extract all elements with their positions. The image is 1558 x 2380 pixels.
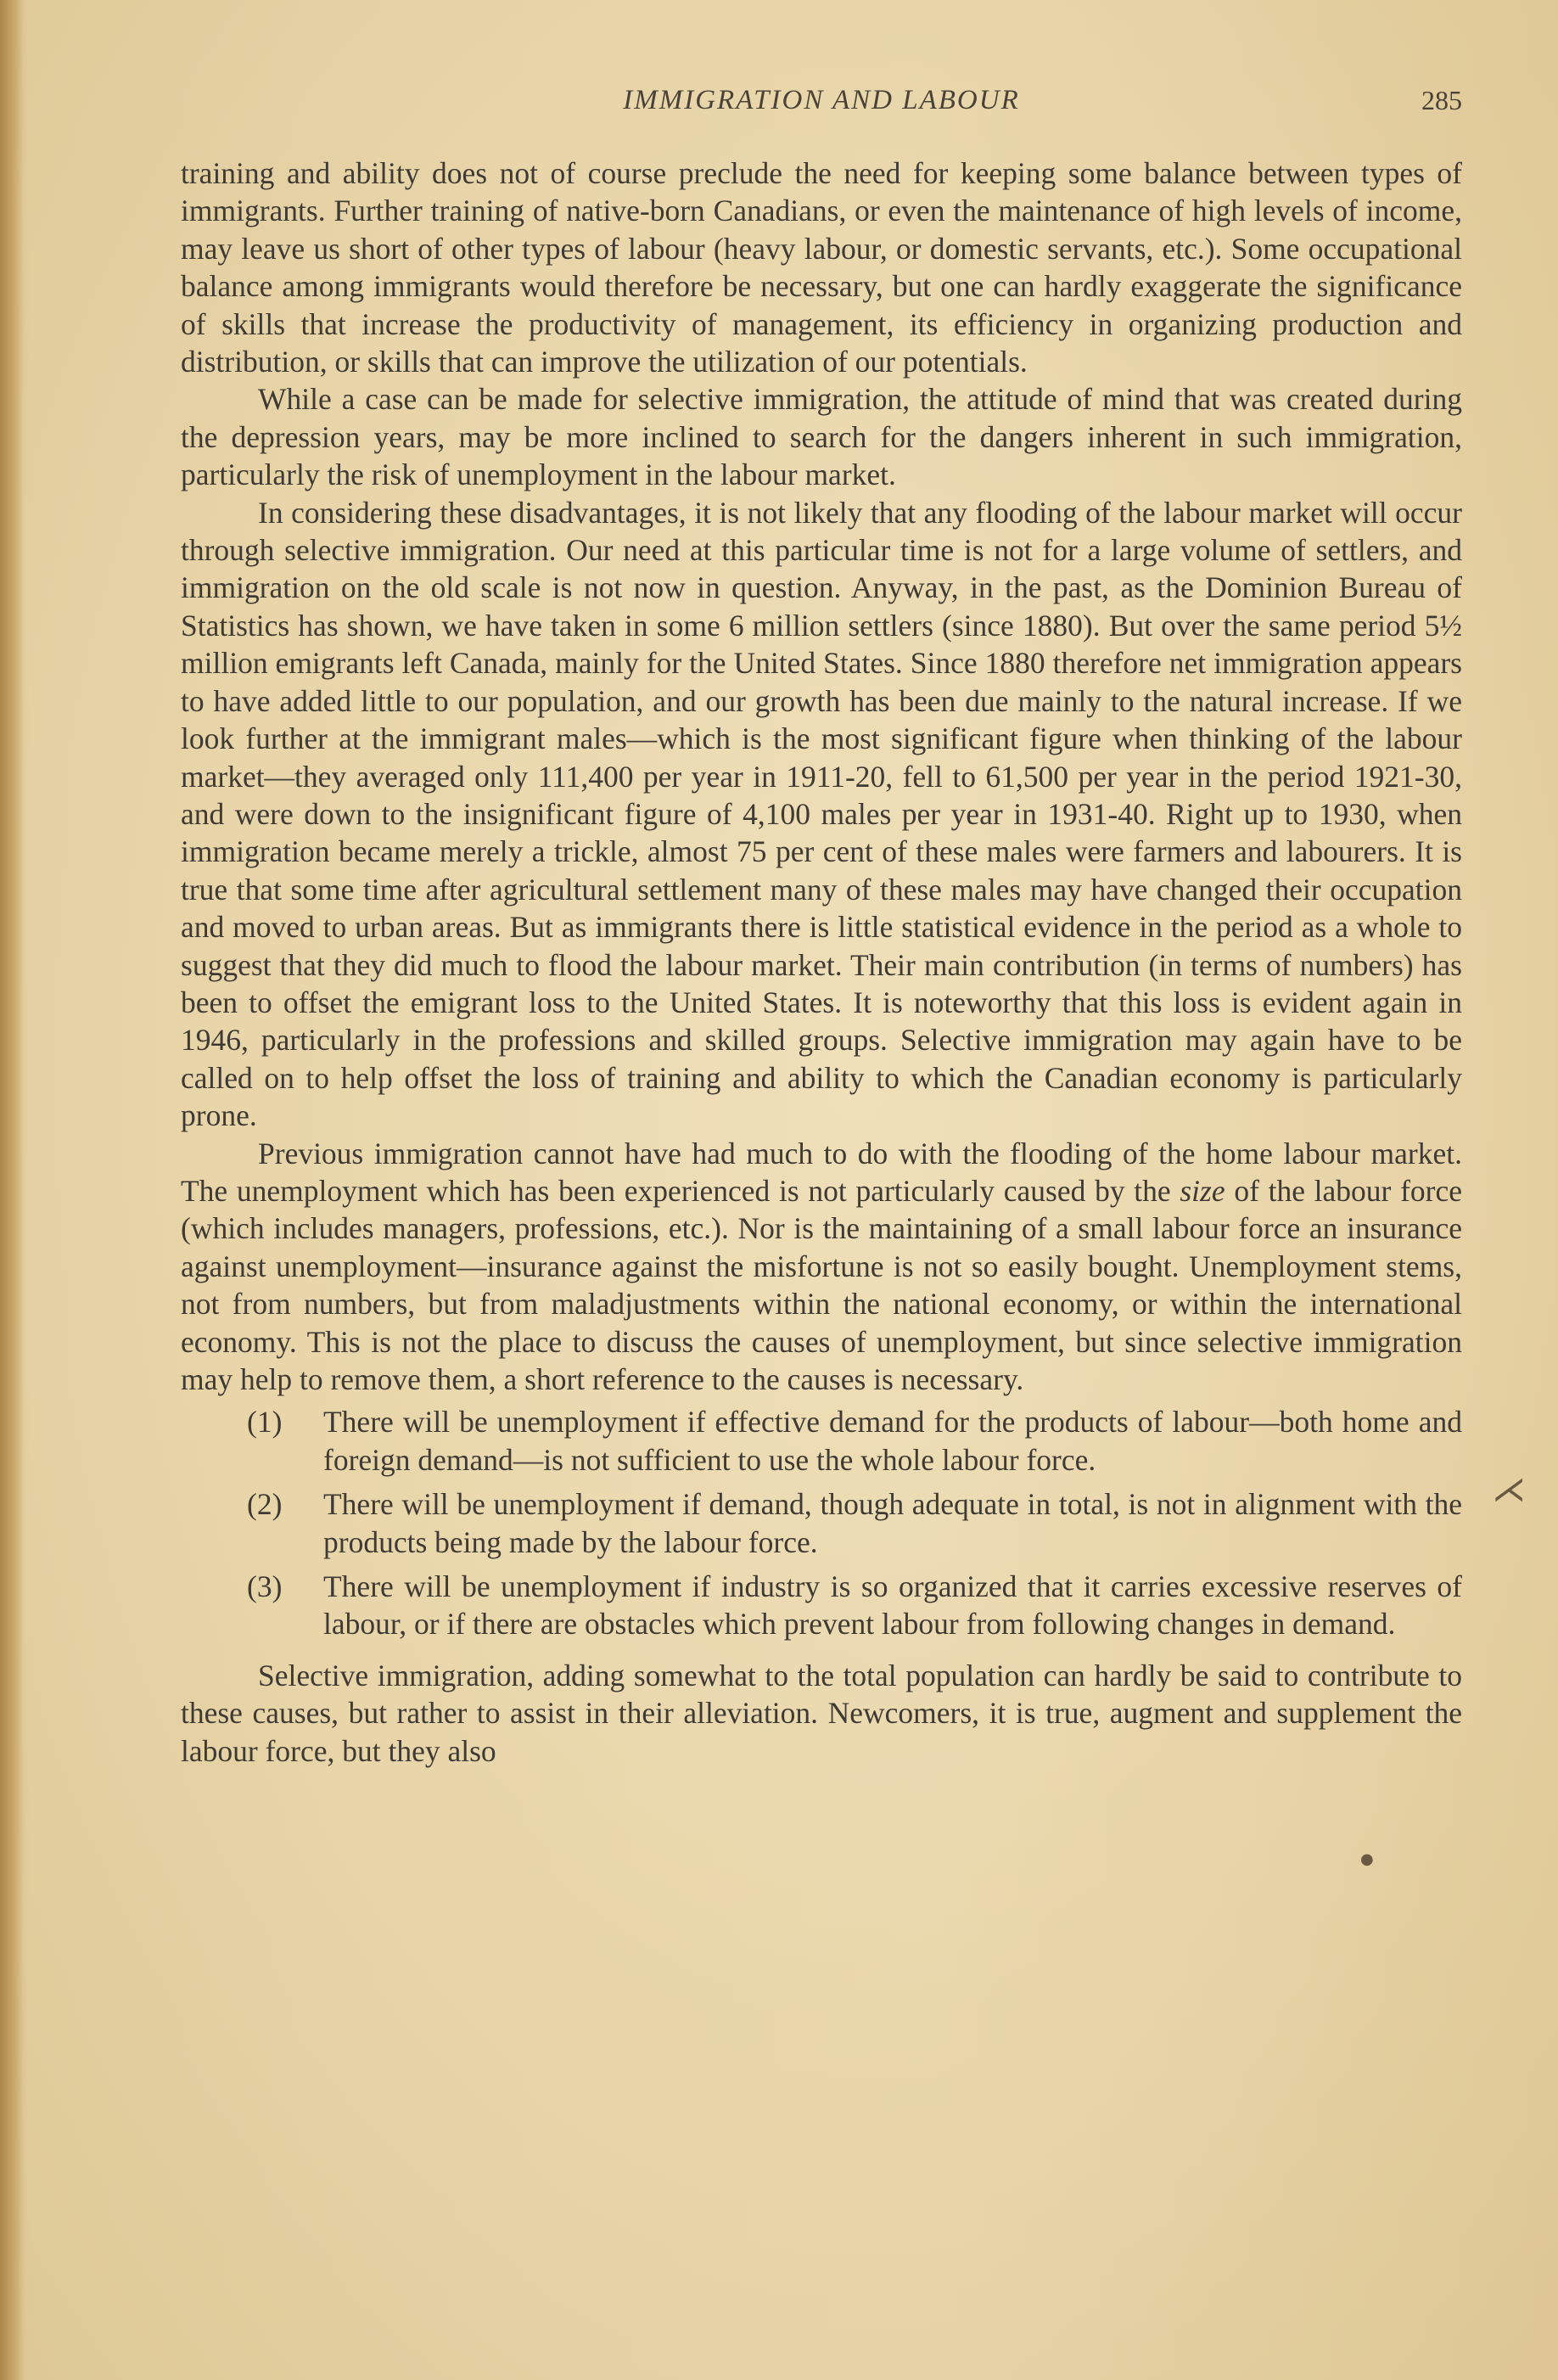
list-item-text: There will be unemployment if industry is so organized that it carries excessive reserves of labour, or if there are obstacles which prevent labour from following changes in demand. — [323, 1569, 1462, 1642]
page-number: 285 — [1421, 85, 1462, 115]
paragraph-3: In considering these disadvantages, it is not likely that any flooding of the labour market will occur through selective immigration. Our need at this particular time is not for a large volume of settlers, and immigration on the old scale is not now in question. Anyway, in the past, as the Dominion Bureau of Statistics has shown, we have taken in some 6 million settlers (since 1880). But over the same period 5½ million emigrants left Canada, mainly for the United States. Since 1880 therefore net immigration appears to have added little to our population, and our growth has been due mainly to the natural increase. If we look further at the immigrant males—which is the most significant figure when thinking of the labour market—they averaged only 111,400 per year in 1911-20, fell to 61,500 per year in the period 1921-30, and were down to the insignificant figure of 4,100 males per year in 1931-40. Right up to 1930, when immigration became merely a trickle, almost 75 per cent of these males were farmers and labourers. It is true that some time after agricultural settlement many of these males may have changed their occupation and moved to urban areas. But as immigrants there is little statistical evidence in the period as a whole to suggest that they did much to flood the labour market. Their main contribution (in terms of numbers) has been to offset the emigrant loss to the United States. It is noteworthy that this loss is evident again in 1946, particularly in the professions and skilled groups. Selective immigration may again have to be called on to help offset the loss of training and ability to which the Canadian economy is particularly prone. — [181, 495, 1462, 1133]
list-item-number: (1) — [247, 1405, 283, 1440]
list-item-text: There will be unemployment if demand, though adequate in total, is not in alignment with the products being made by the labour force. — [323, 1487, 1462, 1559]
list-item-number: (2) — [247, 1487, 283, 1522]
list-item-text: There will be unemployment if effective demand for the products of labour—both home and foreign demand—is not sufficient to use the whole labour force. — [323, 1405, 1462, 1477]
paragraph-4-text-end: of the labour force (which includes managers, professions, etc.). Nor is the maintaining of a small labour force an insurance against unemployment—insurance against the misfortune is not so easily bought. Unemployment stems, not from numbers, but from maladjustments within the national economy, or within the international economy. This is not the place to discuss the causes of unemployment, but since selective immigration may help to remove them, a short reference to the causes is necessary. — [181, 1173, 1462, 1396]
list-item-number: (3) — [247, 1569, 283, 1604]
causes-list — [181, 1403, 1462, 1642]
page-binding-edge — [0, 0, 24, 2380]
paragraph-4 — [181, 1135, 1462, 1399]
page-header — [181, 85, 1462, 136]
body-text — [181, 154, 1462, 1770]
emphasis-size: size — [1180, 1173, 1225, 1208]
list-item — [181, 1568, 1462, 1643]
margin-pencil-mark: ⋌ — [1492, 1470, 1526, 1509]
paragraph-4-text-start: Previous immigration cannot have had much to do with the flooding of the home labour market. The unemployment which has been experienced is not particularly caused by the — [181, 1136, 1462, 1208]
list-item — [181, 1485, 1462, 1561]
paragraph-2: While a case can be made for selective immigration, the attitude of mind that was created during the depression years, may be more inclined to search for the dangers inherent in such immigration, particularly the risk of unemployment in the labour market. — [181, 382, 1462, 492]
paragraph-final: Selective immigration, adding somewhat to the total population can hardly be said to contribute to these causes, but rather to assist in their alleviation. Newcomers, it is true, augment and supplement the labour force, but they also — [181, 1658, 1462, 1768]
ink-dot-mark: ● — [1360, 1850, 1374, 1868]
paragraph-1: training and ability does not of course preclude the need for keeping some balance between types of immigrants. Further training of native-born Canadians, or even the maintenance of high levels of income, may leave us short of other types of labour (heavy labour, or domestic servants, etc.). Some occupational balance among immigrants would therefore be necessary, but one can hardly exaggerate the significance of skills that increase the productivity of management, its efficiency in organizing production and distribution, or skills that can improve the utilization of our potentials. — [181, 156, 1462, 379]
running-head: IMMIGRATION AND LABOUR — [623, 85, 1020, 115]
list-item — [181, 1403, 1462, 1479]
